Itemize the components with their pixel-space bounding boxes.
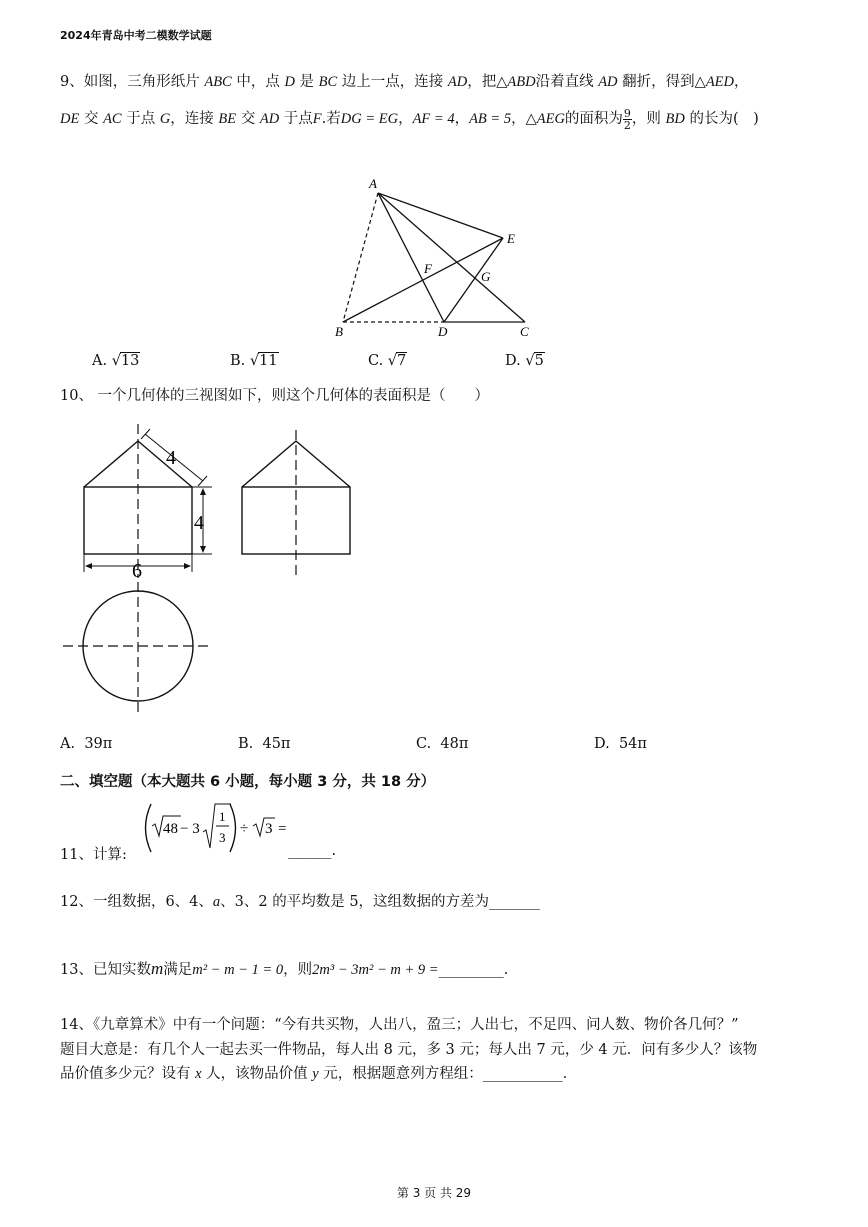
q9-line2 [60,107,759,131]
edge-ad [378,193,444,322]
q9-text: 的面积为 [564,111,623,127]
q9-var: BD [665,111,685,127]
label-b: B [335,324,343,339]
option-letter: B. [230,353,246,369]
option-letter: D. [594,736,610,752]
q13-text-part: 13、已知实数 [60,962,151,978]
edge-ab [343,193,378,322]
q9-var: AED [705,74,734,90]
option-value: 39π [84,736,113,752]
q10-option-c[interactable] [416,736,468,752]
q14-line1: 14、《九章算术》中有一个问题：“今有共买物，人出八，盈三；人出七，不足四、问人数、物价各几何？” [60,1017,739,1033]
q9-var: G [159,111,171,127]
q14-line2: 题目大意是：有几个人一起去买一件物品，每人出 8 元，多 3 元；每人出 7 元，少 4 元．问有多少人？该物 [60,1042,758,1058]
q9-text: ，把△ [467,74,508,90]
front-view [84,424,212,582]
q13-text-part: 满足 [163,962,193,978]
q9-var: DE [60,111,80,127]
dim-slant: 4 [166,447,176,469]
q9-text: ， [454,111,470,127]
q9-text: ， [398,111,413,127]
paren-left [146,804,152,852]
q9-text: 翻折，得到△ [617,74,706,90]
q9-option-b[interactable]: B. √11 [230,353,278,369]
fraction-numerator: 9 [623,106,631,120]
dim-width: 6 [132,560,142,582]
label-d: D [438,324,448,339]
q9-var: AEG [536,111,565,127]
q9-equation: AF = 4 [412,111,455,127]
edge-be [343,238,503,322]
fraction-denominator: 2 [623,118,631,132]
q12-text [60,890,540,911]
q12-text-part: 、3、2 的平均数是 5，这组数据的方差为 [220,894,490,910]
q14-line3 [60,1062,567,1083]
q11-answer-blank[interactable]: ______. [288,843,337,859]
q9-text: 于点 [121,111,160,127]
q9-var: D [284,74,295,90]
q14-answer-blank[interactable]: ___________. [482,1066,568,1082]
q9-option-c[interactable]: C. √7 [368,353,407,369]
q9-line1 [60,70,749,91]
page-footer: 第 3 页 共 29 [396,1186,472,1200]
q9-var: F [312,111,322,127]
q11-label: 11、计算: [60,847,127,863]
q9-var: ABD [507,74,536,90]
q9-text: ， [734,74,749,90]
top-view [63,582,213,716]
q12-text-part: 12、一组数据，6、4、 [60,894,213,910]
q14-text-part: 品价值多少元？设有 [60,1066,196,1082]
q9-var: AD [259,111,280,127]
q14-var: y [312,1066,319,1082]
q13-var: m [150,959,164,978]
q10-three-view-figure [55,420,375,720]
q9-text: .若 [321,111,341,127]
q9-text: 中，点 [231,74,285,90]
q9-text: 沿着直线 [535,74,599,90]
q14-text-part: 人，该物品价值 [201,1066,313,1082]
q9-equation: AB = 5 [469,111,512,127]
label-g: G [481,269,491,284]
q9-var: ABC [204,74,232,90]
q9-equation: DG = EG [340,111,399,127]
q9-option-a[interactable]: A. √13 [92,353,140,369]
q9-text: ，△ [511,111,537,127]
divide-sign: ÷ [240,821,249,837]
q9-var: AD [598,74,618,90]
page-header: 2024年青岛中考二模数学试题 [60,29,212,42]
q9-fraction [623,108,632,131]
q9-text: 9、如图，三角形纸片 [60,74,205,90]
q9-text: 边上一点，连接 [337,74,448,90]
q9-text: ，则 [631,111,666,127]
option-letter: C. [368,353,384,369]
q13-expression: 2m³ − 3m² − m + 9 = [312,962,439,978]
label-c: C [520,324,529,339]
option-letter: A. [92,353,108,369]
q9-var: BC [318,74,338,90]
q9-var: BE [218,111,237,127]
q14-var: x [195,1066,202,1082]
q9-var: AC [103,111,122,127]
q9-triangle-figure [330,172,550,344]
option-letter: B. [238,736,254,752]
q12-var: a [212,894,221,910]
q9-text: 的长为( ) [684,111,759,127]
option-letter: D. [505,353,521,369]
q9-text: ，连接 [170,111,219,127]
q9-text: 交 [79,111,104,127]
label-f: F [424,261,432,276]
option-value: 7 [397,353,407,369]
frac-denominator: 3 [219,830,226,845]
q10-option-d[interactable] [594,736,647,752]
q10-text: 10、 一个几何体的三视图如下，则这个几何体的表面积是（ ） [60,388,490,404]
option-letter: C. [416,736,432,752]
label-e: E [507,231,515,246]
q13-text-part: ，则 [283,962,313,978]
q9-option-d[interactable]: D. √5 [505,353,544,369]
q14-text-part: 元，根据题意列方程组： [318,1066,483,1082]
paren-right [230,804,236,852]
side-view [242,430,350,578]
q12-answer-blank[interactable]: _______ [489,894,540,910]
q9-var: AD [447,74,468,90]
q13-text [60,958,508,979]
radicand-3: 3 [265,821,273,837]
q11-expression [140,800,310,858]
option-value: 45π [262,736,291,752]
dim-height: 4 [194,512,204,534]
q13-condition: m² − m − 1 = 0 [192,962,284,978]
edge-ed [444,238,503,322]
option-value: 13 [120,353,140,369]
frac-numerator: 1 [219,809,226,824]
edge-ac [378,193,525,322]
q10-option-a[interactable] [60,736,112,752]
q9-text: 是 [294,74,319,90]
radicand-48: 48 [163,821,178,837]
option-value: 48π [440,736,469,752]
section-title: 二、填空题（本大题共 6 小题，每小题 3 分，共 18 分） [60,774,436,790]
label-a: A [369,176,377,191]
equals-sign: = [278,821,287,837]
q9-text: 于点 [279,111,313,127]
edge-ae [378,193,503,238]
q9-text: 交 [236,111,260,127]
q10-option-b[interactable] [238,736,290,752]
option-value: 54π [618,736,647,752]
option-value: 11 [259,353,278,369]
q13-answer-blank[interactable]: _________. [438,962,509,978]
minus-3: − 3 [180,821,200,837]
option-value: 5 [534,353,544,369]
option-letter: A. [60,736,76,752]
